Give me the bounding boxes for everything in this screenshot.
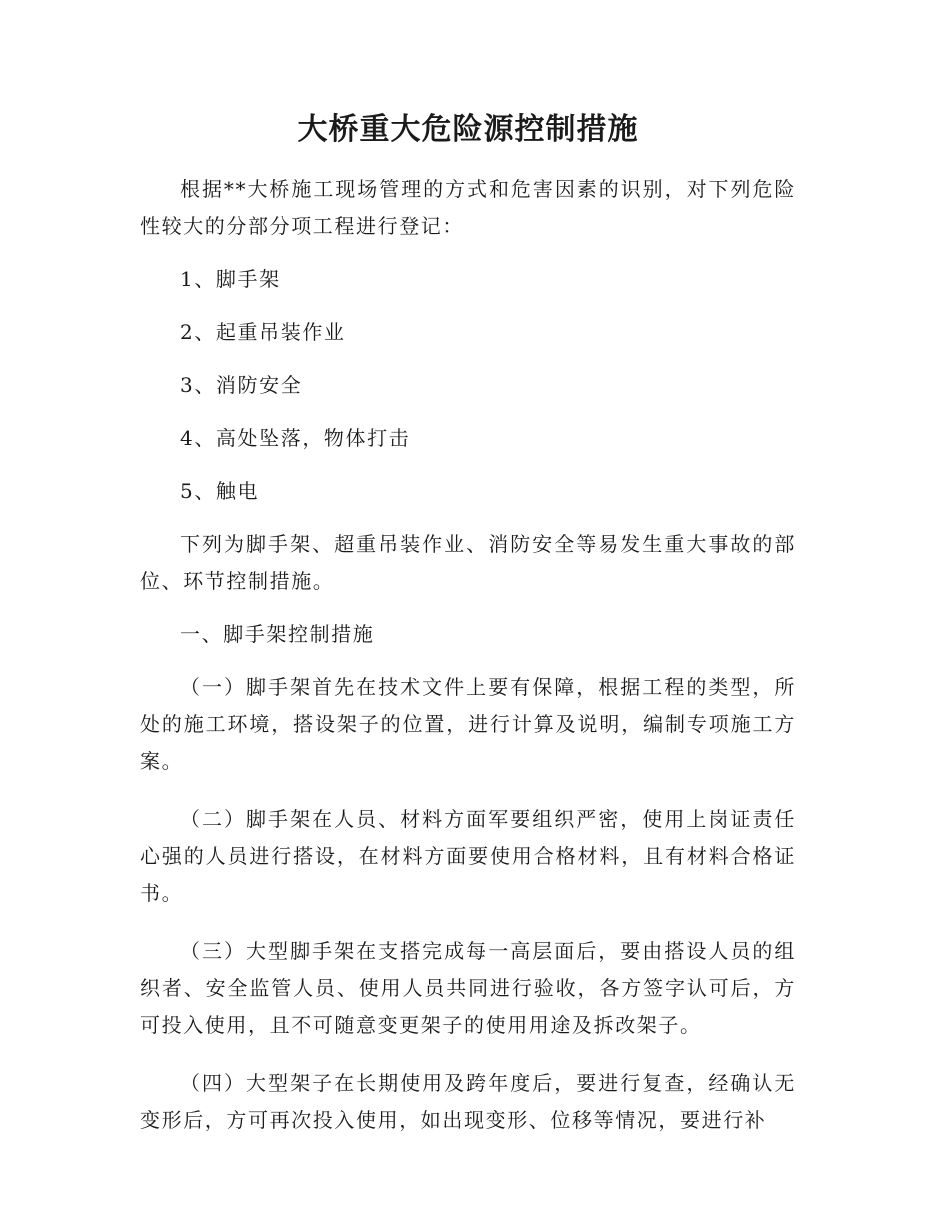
hazard-item-3: 3、消防安全 <box>180 373 303 397</box>
measure-paragraph-3: （三）大型脚手架在支搭完成每一高层面后，要由搭设人员的组织者、安全监管人员、使用人员共同进行验收，各方签字认可后，方可投入使用，且不可随意变更架子的使用用途及拆改架子。 <box>140 939 796 1037</box>
measure-paragraph-1: （一）脚手架首先在技术文件上要有保障，根据工程的类型，所处的施工环境，搭设架子的位置，进行计算及说明，编制专项施工方案。 <box>140 675 796 773</box>
document-page <box>140 105 796 1139</box>
measure-paragraph-2: （二）脚手架在人员、材料方面军要组织严密，使用上岗证责任心强的人员进行搭设，在材料方面要使用合格材料，且有材料合格证书。 <box>140 807 796 905</box>
hazard-item-5: 5、触电 <box>180 479 260 503</box>
hazard-item-1: 1、脚手架 <box>180 267 281 291</box>
hazard-item-2: 2、起重吊装作业 <box>180 320 346 344</box>
summary-paragraph: 下列为脚手架、超重吊装作业、消防安全等易发生重大事故的部位、环节控制措施。 <box>140 532 796 593</box>
intro-paragraph: 根据**大桥施工现场管理的方式和危害因素的识别，对下列危险性较大的分部分项工程进行登记： <box>140 177 796 238</box>
measure-paragraph-4: （四）大型架子在长期使用及跨年度后，要进行复查，经确认无变形后，方可再次投入使用，如出现变形、位移等情况，要进行补 <box>140 1071 796 1132</box>
section-heading: 一、脚手架控制措施 <box>180 622 375 646</box>
hazard-item-4: 4、高处坠落，物体打击 <box>180 426 411 450</box>
document-title: 大桥重大危险源控制措施 <box>297 112 639 147</box>
